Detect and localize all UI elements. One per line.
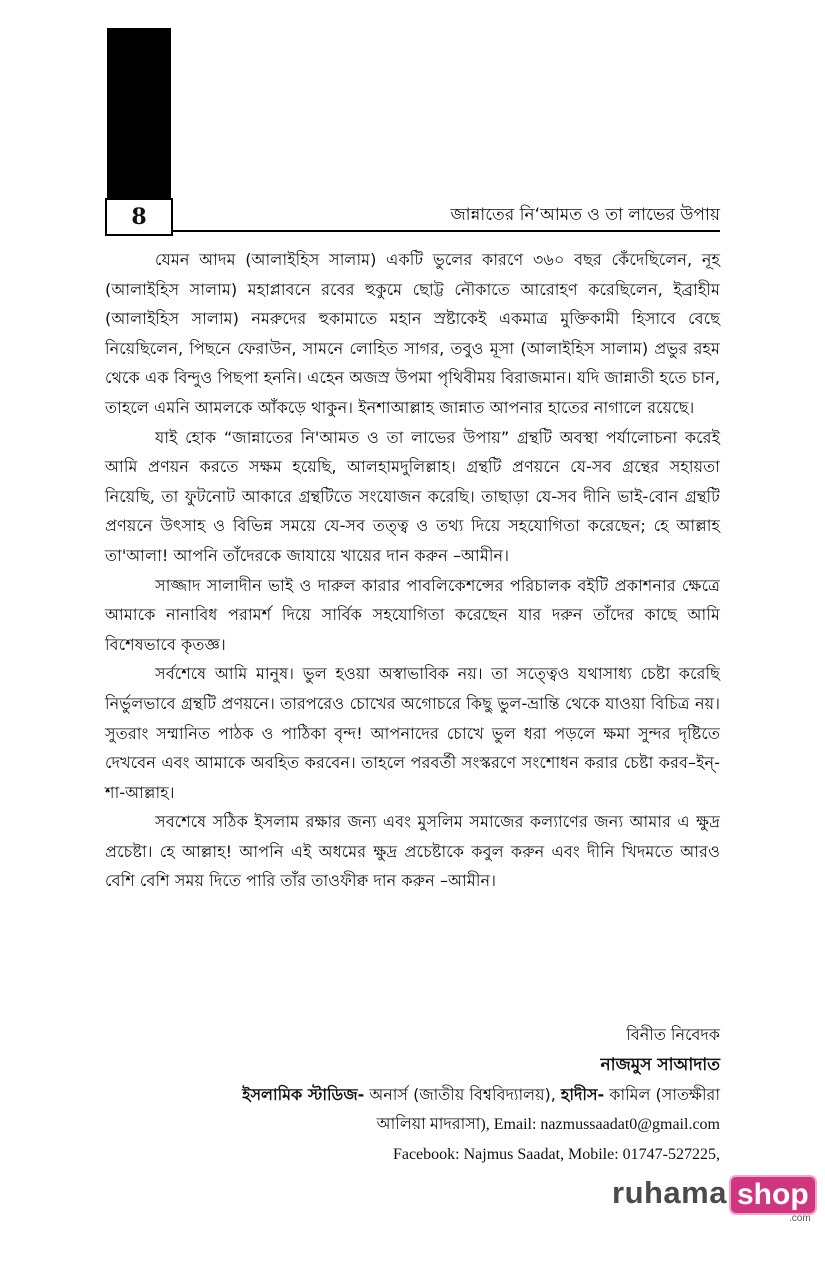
hadith-label: হাদীস-	[560, 1085, 605, 1104]
body-text	[105, 245, 720, 896]
header-rule	[171, 230, 720, 232]
author-name: নাজমুস সাআদাত	[600, 1055, 720, 1075]
logo-word-ruhama: ruhama	[612, 1175, 727, 1210]
logo-domain: .com	[788, 1213, 811, 1224]
islamic-studies-value: অনার্স (জাতীয় বিশ্ববিদ্যালয়),	[364, 1085, 561, 1104]
logo-word-shop: shop	[729, 1175, 817, 1215]
paragraph: সর্বশেষে আমি মানুষ। ভুল হওয়া অস্বাভাবিক নয়। তা সত্ত্বেও যথাসাধ্য চেষ্টা করেছি নির্ভুলভাবে গ্রন্থটি প্রণয়নে। তারপরেও চোখের অগোচরে কিছু ভুল-ভ্রান্তি থেকে যাওয়া বিচিত্র নয়। সুতরাং সম্মানিত পাঠক ও পাঠিকা বৃন্দ! আপনাদের চোখে ভুল ধরা পড়লে ক্ষমা সুন্দর দৃষ্টিতে দেখবেন এবং আমাকে অবহিত করবেন। তাহলে পরবর্তী সংস্করণে সংশোধন করার চেষ্টা করব–ইন্‌-শা-আল্লাহ।	[105, 664, 720, 802]
islamic-studies-label: ইসলামিক স্টাডিজ-	[242, 1085, 365, 1104]
closing-line: বিনীত নিবেদক	[626, 1025, 720, 1044]
paragraph: সবশেষে সঠিক ইসলাম রক্ষার জন্য এবং মুসলিম সমাজের কল্যাণের জন্য আমার এ ক্ষুদ্র প্রচেষ্টা। হে আল্লাহ! আপনি এই অধমের ক্ষুদ্র প্রচেষ্টাকে কবুল করুন এবং দীনি খিদমতে আরও বেশি বেশি সময় দিতে পারি তাঁর তাওফীক্ব দান করুন –আমীন।	[105, 812, 720, 891]
page-number: 8	[131, 204, 147, 230]
logo-shop-badge	[729, 1175, 817, 1224]
contact-line: Facebook: Najmus Saadat, Mobile: 01747-527225,	[392, 1146, 720, 1163]
credentials-line	[100, 1080, 720, 1110]
paragraph: সাজ্জাদ সালাদীন ভাই ও দারুল কারার পাবলিকেশন্সের পরিচালক বইটি প্রকাশনার ক্ষেত্রে আমাকে নানাবিধ পরামর্শ দিয়ে সার্বিক সহযোগিতা করেছেন যার দরুন তাঁদের কাছে আমি বিশেষভাবে কৃতজ্ঞ।	[105, 575, 720, 654]
ruhamashop-logo	[612, 1175, 817, 1224]
email-line: আলিয়া মাদরাসা), Email: nazmussaadat0@gmail.com	[376, 1116, 720, 1133]
paragraph: যাই হোক “জান্নাতের নি'আমত ও তা লাভের উপায়” গ্রন্থটি অবস্থা পর্যালোচনা করেই আমি প্রণয়ন করতে সক্ষম হয়েছি, আলহামদুলিল্লাহ। গ্রন্থটি প্রণয়নে যে-সব গ্রন্থের সহায়তা নিয়েছি, তা ফুটনোট আকারে গ্রন্থটিতে সংযোজন করেছি। তাছাড়া যে-সব দীনি ভাই-বোন গ্রন্থটি প্রণয়নে উৎসাহ ও বিভিন্ন সময়ে যে-সব তত্ত্ব ও তথ্য দিয়ে সহযোগিতা করেছেন; হে আল্লাহ তা'আলা! আপনি তাঁদেরকে জাযায়ে খায়ের দান করুন –আমীন।	[105, 427, 720, 565]
running-title: জান্নাতের নি‘আমত ও তা লাভের উপায়	[450, 205, 720, 225]
chapter-tab-bar	[107, 28, 171, 198]
page-number-box	[105, 198, 173, 236]
author-signature	[100, 1020, 720, 1170]
hadith-value: কামিল (সাতক্ষীরা	[604, 1085, 720, 1104]
paragraph: যেমন আদম (আলাইহিস সালাম) একটি ভুলের কারণে ৩৬০ বছর কেঁদেছিলেন, নূহ (আলাইহিস সালাম) মহাপ্লাবনে রবের হুকুমে ছোট্ট নৌকাতে আরোহণ করেছিলেন, ইব্রাহীম (আলাইহিস সালাম) নমরুদের হুকামাতে মহান স্রষ্টাকেই একমাত্র মুক্তিকামী হিসাবে বেছে নিয়েছিলেন, পিছনে ফেরাউন, সামনে লোহিত সাগর, তবুও মূসা (আলাইহিস সালাম) প্রভুর রহম থেকে এক বিন্দুও পিছপা হননি। এহেন অজস্র উপমা পৃথিবীময় বিরাজমান। যদি জান্নাতী হতে চান, তাহলে এমনি আমলকে আঁকড়ে থাকুন। ইনশাআল্লাহ জান্নাত আপনার হাতের নাগালে রয়েছে।	[105, 250, 720, 417]
